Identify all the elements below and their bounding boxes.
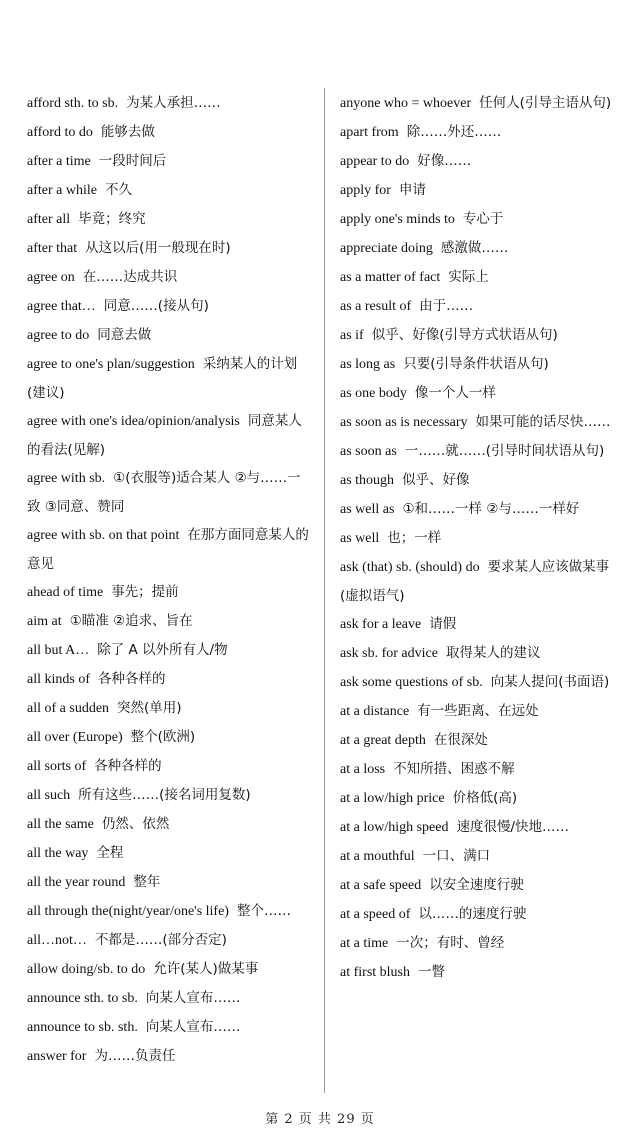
vocab-entry (340, 234, 622, 263)
vocab-entry (340, 350, 622, 379)
vocab-term: afford sth. to sb. (27, 96, 119, 111)
vocab-term: after that (27, 241, 78, 256)
vocab-term: apart from (340, 125, 399, 140)
vocab-entry (27, 752, 312, 781)
vocab-entry (340, 610, 622, 639)
vocab-term: allow doing/sb. to do (27, 962, 146, 977)
vocab-meaning: 从这以后(用一般现在时) (85, 240, 231, 256)
vocab-meaning: 似乎、好像(引导方式状语从句) (371, 327, 558, 343)
vocab-entry (340, 726, 622, 755)
vocab-entry (340, 900, 622, 929)
vocab-term: all kinds of (27, 672, 90, 687)
vocab-term: all…not… (27, 933, 87, 948)
vocab-meaning: 实际上 (448, 269, 489, 285)
vocab-meaning: 也；一样 (387, 530, 442, 546)
vocab-entry (27, 1042, 312, 1071)
vocab-term: all such (27, 788, 71, 803)
vocab-meaning: ①和……一样 ②与……一样好 (402, 501, 580, 517)
vocab-entry (340, 408, 622, 437)
vocab-entry (27, 839, 312, 868)
vocab-entry (27, 1013, 312, 1042)
right-column (340, 89, 622, 987)
vocab-term: at first blush (340, 965, 410, 980)
vocab-entry (340, 321, 622, 350)
vocab-meaning: 同意某人的看法(见解) (27, 413, 302, 458)
vocab-entry (27, 321, 312, 350)
vocab-entry (340, 466, 622, 495)
vocab-term: agree with sb. (27, 471, 106, 486)
vocab-meaning: 似乎、好像 (402, 472, 470, 488)
vocab-entry (340, 437, 622, 466)
vocab-entry (340, 639, 622, 668)
vocab-term: all the same (27, 817, 94, 832)
vocab-meaning: 仍然、依然 (101, 816, 170, 832)
vocab-entry (27, 723, 312, 752)
vocab-entry (27, 868, 312, 897)
vocab-meaning: 好像…… (417, 153, 472, 169)
vocab-meaning: 一段时间后 (98, 153, 167, 169)
vocab-term: all but A… (27, 643, 90, 658)
vocab-meaning: 所有这些……(接名词用复数) (78, 787, 251, 803)
vocab-term: as well (340, 531, 380, 546)
vocab-entry (340, 89, 622, 118)
vocab-entry (27, 176, 312, 205)
vocab-meaning: 取得某人的建议 (445, 645, 541, 661)
vocab-entry (340, 263, 622, 292)
vocab-entry (27, 292, 312, 321)
vocab-term: agree on (27, 270, 75, 285)
vocab-term: as though (340, 473, 395, 488)
vocab-entry (340, 755, 622, 784)
vocab-entry (340, 842, 622, 871)
vocab-meaning: 在……达成共识 (82, 269, 178, 285)
vocab-term: as a matter of fact (340, 270, 441, 285)
vocab-meaning: 申请 (398, 182, 426, 198)
vocab-term: at a loss (340, 762, 386, 777)
vocab-term: after all (27, 212, 71, 227)
vocab-meaning: 能够去做 (100, 124, 155, 140)
vocab-meaning: 突然(单用) (117, 700, 182, 716)
vocab-meaning: 一瞥 (418, 964, 445, 980)
vocab-meaning: 整年 (133, 874, 161, 890)
vocab-term: ask sb. for advice (340, 646, 438, 661)
vocab-meaning: ①(衣服等)适合某人 ②与……一致 ③同意、赞同 (27, 470, 301, 515)
vocab-entry (27, 897, 312, 926)
vocab-term: after a time (27, 154, 91, 169)
vocab-entry (27, 781, 312, 810)
vocab-entry (27, 607, 312, 636)
vocab-term: at a time (340, 936, 389, 951)
vocab-entry (27, 926, 312, 955)
vocab-meaning: 除……外还…… (406, 124, 502, 140)
vocab-meaning: 允许(某人)做某事 (153, 961, 259, 977)
vocab-meaning: 一次；有时、曾经 (396, 935, 505, 951)
vocab-term: ask (that) sb. (should) do (340, 560, 480, 575)
vocab-meaning: 整个…… (236, 903, 291, 919)
vocab-term: after a while (27, 183, 97, 198)
vocab-term: announce sth. to sb. (27, 991, 138, 1006)
vocab-meaning: 感激做…… (440, 240, 509, 256)
vocab-entry (340, 292, 622, 321)
vocab-entry (27, 521, 312, 578)
vocab-meaning: 各种各样的 (94, 758, 162, 774)
vocab-meaning: 向某人提问(书面语) (490, 674, 610, 690)
vocab-meaning: 价格低(高) (452, 790, 518, 806)
left-column (27, 89, 312, 1071)
vocab-term: at a distance (340, 704, 410, 719)
vocab-term: as soon as is necessary (340, 415, 468, 430)
vocab-meaning: 各种各样的 (98, 671, 166, 687)
vocab-term: as if (340, 328, 364, 343)
vocab-meaning: 像一个人一样 (414, 385, 496, 401)
vocab-term: all through the(night/year/one's life) (27, 904, 229, 919)
vocab-entry (27, 147, 312, 176)
vocab-meaning: 有一些距离、在远处 (417, 703, 539, 719)
vocab-entry (27, 694, 312, 723)
vocab-meaning: 在很深处 (433, 732, 488, 748)
vocab-term: agree that… (27, 299, 96, 314)
vocab-term: agree to one's plan/suggestion (27, 357, 195, 372)
vocab-term: afford to do (27, 125, 93, 140)
vocab-entry (27, 578, 312, 607)
vocab-term: appreciate doing (340, 241, 433, 256)
vocab-entry (27, 984, 312, 1013)
vocab-meaning: 采纳某人的计划(建议) (27, 356, 298, 401)
vocab-term: all sorts of (27, 759, 87, 774)
vocab-entry (340, 813, 622, 842)
vocab-meaning: 为某人承担…… (126, 95, 221, 111)
vocab-entry (27, 464, 312, 521)
vocab-entry (340, 495, 622, 524)
vocab-term: agree to do (27, 328, 90, 343)
vocab-entry (340, 929, 622, 958)
vocab-entry (340, 553, 622, 610)
vocab-meaning: 为……负责任 (94, 1048, 176, 1064)
vocab-meaning: 任何人(引导主语从句) (479, 95, 612, 111)
vocab-term: apply for (340, 183, 391, 198)
vocab-entry (340, 668, 622, 697)
vocab-term: anyone who = whoever (340, 96, 472, 111)
page-footer: 第 2 页 共 29 页 (265, 1112, 375, 1127)
vocab-term: at a safe speed (340, 878, 422, 893)
vocab-entry (340, 784, 622, 813)
vocab-term: as soon as (340, 444, 397, 459)
vocab-term: ask for a leave (340, 617, 422, 632)
vocab-term: ahead of time (27, 585, 104, 600)
vocab-term: as a result of (340, 299, 412, 314)
vocab-meaning: 一……就……(引导时间状语从句) (404, 443, 605, 459)
vocab-term: at a speed of (340, 907, 411, 922)
vocab-meaning: 只要(引导条件状语从句) (403, 356, 549, 372)
vocab-entry (27, 955, 312, 984)
vocab-meaning: 除了 A 以外所有人/物 (97, 642, 228, 658)
vocab-entry (27, 665, 312, 694)
vocab-term: agree with sb. on that point (27, 528, 180, 543)
vocab-term: as well as (340, 502, 395, 517)
vocab-term: all the year round (27, 875, 126, 890)
vocab-term: all of a sudden (27, 701, 110, 716)
vocab-meaning: 全程 (96, 845, 124, 861)
vocab-entry (340, 697, 622, 726)
vocab-term: announce to sb. sth. (27, 1020, 138, 1035)
vocab-entry (340, 871, 622, 900)
vocab-meaning: 在那方面同意某人的意见 (27, 527, 309, 572)
vocab-term: all over (Europe) (27, 730, 123, 745)
vocab-entry (340, 205, 622, 234)
vocab-meaning: 要求某人应该做某事(虚拟语气) (340, 559, 610, 604)
vocab-term: ask some questions of sb. (340, 675, 483, 690)
vocab-meaning: 事先；提前 (111, 584, 179, 600)
vocab-term: at a low/high speed (340, 820, 449, 835)
vocab-entry (340, 118, 622, 147)
vocab-entry (27, 263, 312, 292)
vocab-entry (340, 176, 622, 205)
vocab-term: agree with one's idea/opinion/analysis (27, 414, 240, 429)
vocab-entry (340, 147, 622, 176)
vocab-entry (27, 350, 312, 407)
vocab-meaning: 以安全速度行驶 (429, 877, 524, 893)
vocab-entry (27, 234, 312, 263)
vocab-term: all the way (27, 846, 89, 861)
vocab-meaning: 如果可能的话尽快…… (475, 414, 611, 430)
vocab-entry (340, 379, 622, 408)
vocab-term: at a low/high price (340, 791, 445, 806)
vocab-entry (27, 407, 312, 464)
vocab-term: as one body (340, 386, 407, 401)
vocab-entry (340, 524, 622, 553)
column-divider (324, 88, 325, 1093)
vocab-meaning: 以……的速度行驶 (418, 906, 527, 922)
vocab-meaning: 不都是……(部分否定) (94, 932, 227, 948)
vocab-meaning: 速度很慢/快地…… (456, 819, 570, 835)
vocab-entry (27, 89, 312, 118)
vocab-term: apply one's minds to (340, 212, 455, 227)
vocab-meaning: 向某人宣布…… (145, 990, 241, 1006)
vocab-meaning: 一口、满口 (422, 848, 491, 864)
vocab-meaning: 向某人宣布…… (145, 1019, 241, 1035)
vocab-meaning: 专心于 (462, 211, 504, 227)
vocab-meaning: 不知所措、困惑不解 (393, 761, 515, 777)
vocab-meaning: 由于…… (419, 298, 474, 314)
vocab-entry (27, 810, 312, 839)
vocab-term: at a mouthful (340, 849, 415, 864)
vocab-term: at a great depth (340, 733, 426, 748)
vocab-meaning: 同意去做 (97, 327, 152, 343)
vocab-meaning: ①瞄准 ②追求、旨在 (69, 613, 193, 629)
vocab-term: answer for (27, 1049, 87, 1064)
vocab-meaning: 请假 (429, 616, 457, 632)
vocab-term: appear to do (340, 154, 410, 169)
vocab-entry (27, 636, 312, 665)
vocab-term: aim at (27, 614, 62, 629)
vocab-term: as long as (340, 357, 396, 372)
vocab-entry (27, 118, 312, 147)
vocab-entry (340, 958, 622, 987)
vocab-meaning: 整个(欧洲) (130, 729, 196, 745)
vocab-entry (27, 205, 312, 234)
vocab-meaning: 不久 (104, 182, 132, 198)
vocab-meaning: 同意……(接从句) (103, 298, 209, 314)
vocab-meaning: 毕竟；终究 (78, 211, 146, 227)
